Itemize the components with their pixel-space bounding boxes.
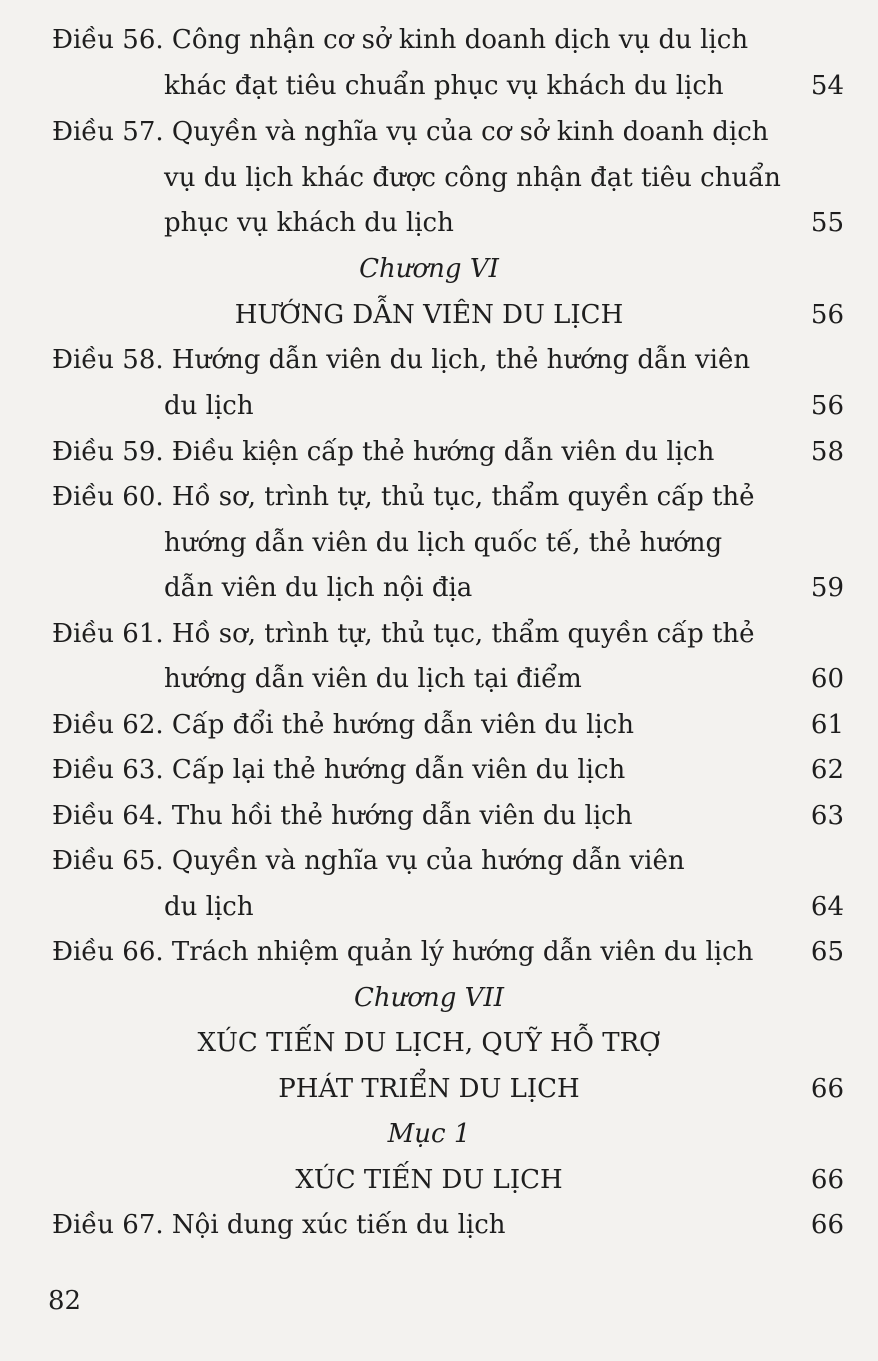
section-1-title: XÚC TIẾN DU LỊCH	[295, 1165, 563, 1195]
toc-entry-61-line-1: Điều 61. Hồ sơ, trình tự, thủ tục, thẩm quyền cấp thẻ	[52, 619, 755, 649]
toc-entry-67-line-1: Điều 67. Nội dung xúc tiến du lịch	[52, 1210, 506, 1240]
toc-entry-57-line-3: phục vụ khách du lịch	[164, 208, 454, 238]
chapter-7-title-line-1: XÚC TIẾN DU LỊCH, QUỸ HỖ TRỢ	[197, 1028, 661, 1058]
toc-entry-58-line-1: Điều 58. Hướng dẫn viên du lịch, thẻ hướng dẫn viên	[52, 345, 751, 375]
toc-entry-61-page: 60	[810, 664, 844, 694]
toc-entry-57-line-1: Điều 57. Quyền và nghĩa vụ của cơ sở kinh doanh dịch	[52, 117, 769, 147]
toc-entry-57-line-2: vụ du lịch khác được công nhận đạt tiêu chuẩn	[164, 163, 781, 193]
page-number: 82	[48, 1286, 82, 1316]
toc-entry-60-page: 59	[810, 573, 844, 603]
toc-entry-66-page: 65	[810, 937, 844, 967]
section-1-page: 66	[810, 1165, 844, 1195]
chapter-7-title-line-2: PHÁT TRIỂN DU LỊCH	[278, 1074, 580, 1104]
toc-entry-57-page: 55	[810, 208, 844, 238]
toc-entry-62-page: 61	[810, 710, 844, 740]
toc-entry-60-line-3: dẫn viên du lịch nội địa	[164, 573, 473, 603]
toc-entry-56-page: 54	[810, 71, 844, 101]
toc-entry-59-line-1: Điều 59. Điều kiện cấp thẻ hướng dẫn viên du lịch	[52, 437, 715, 467]
toc-entry-67-page: 66	[810, 1210, 844, 1240]
toc-entry-60-line-1: Điều 60. Hồ sơ, trình tự, thủ tục, thẩm quyền cấp thẻ	[52, 482, 755, 512]
toc-entry-66-line-1: Điều 66. Trách nhiệm quản lý hướng dẫn viên du lịch	[52, 937, 754, 967]
toc-entry-56-line-1: Điều 56. Công nhận cơ sở kinh doanh dịch vụ du lịch	[52, 25, 749, 55]
toc-entry-59-page: 58	[810, 437, 844, 467]
toc-entry-56-line-2: khác đạt tiêu chuẩn phục vụ khách du lịch	[164, 71, 724, 101]
toc-entry-65-page: 64	[810, 892, 844, 922]
toc-entry-65-line-2: du lịch	[164, 892, 254, 922]
toc-entry-63-page: 62	[810, 755, 844, 785]
toc-entry-65-line-1: Điều 65. Quyền và nghĩa vụ của hướng dẫn viên	[52, 846, 685, 876]
section-1-label: Mục 1	[387, 1119, 471, 1149]
toc-entry-64-line-1: Điều 64. Thu hồi thẻ hướng dẫn viên du lịch	[52, 801, 633, 831]
toc-entry-58-line-2: du lịch	[164, 391, 254, 421]
chapter-7-page: 66	[810, 1074, 844, 1104]
toc-entry-63-line-1: Điều 63. Cấp lại thẻ hướng dẫn viên du lịch	[52, 755, 626, 785]
chapter-7-label: Chương VII	[353, 983, 504, 1013]
chapter-6-title: HƯỚNG DẪN VIÊN DU LỊCH	[234, 300, 624, 330]
chapter-6-label: Chương VI	[359, 254, 499, 284]
toc-entry-62-line-1: Điều 62. Cấp đổi thẻ hướng dẫn viên du lịch	[52, 710, 635, 740]
toc-entry-58-page: 56	[810, 391, 844, 421]
toc-entry-61-line-2: hướng dẫn viên du lịch tại điểm	[164, 664, 582, 694]
toc-entry-64-page: 63	[810, 801, 844, 831]
chapter-6-page: 56	[810, 300, 844, 330]
toc-entry-60-line-2: hướng dẫn viên du lịch quốc tế, thẻ hướng	[164, 528, 723, 558]
